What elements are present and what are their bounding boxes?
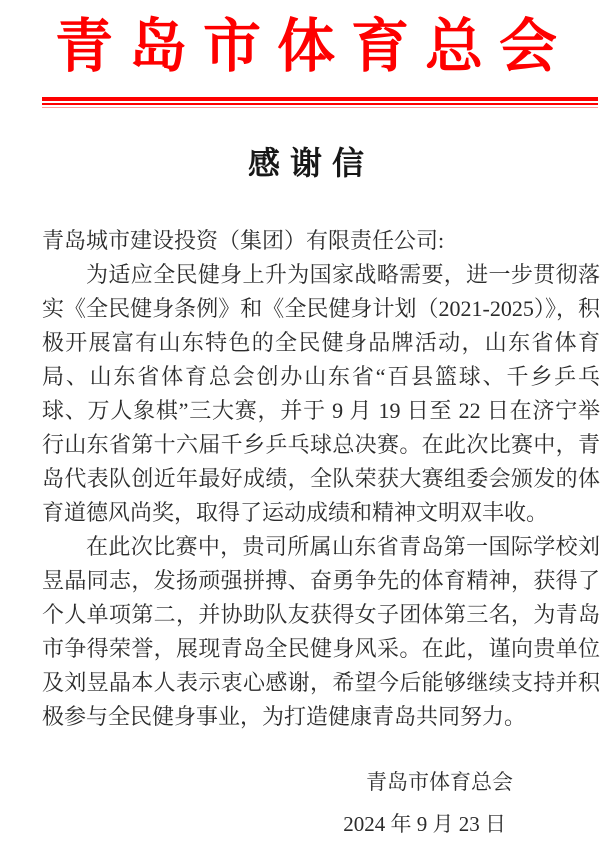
letter-title: 感谢信 <box>247 145 374 181</box>
paragraph-1: 为适应全民健身上升为国家战略需要，进一步贯彻落实《全民健身条例》和《全民健身计划（2021-2025）》，积极开展富有山东特色的全民健身品牌活动，山东省体育局、山东省体育总会创办山东省“百县篮球、千乡乒乓球、万人象棋”三大赛，并于 9 月 19 日至 22 日在济宁举行山东省第十六届千乡乒乓球总决赛。在此次比赛中，青岛代表队创近年最好成绩，全队荣获大赛组委会颁发的体育道德风尚奖，取得了运动成绩和精神文明双丰收。 <box>42 262 600 525</box>
divider-thin-line <box>42 107 598 108</box>
letterhead-divider <box>42 97 598 108</box>
signature-date: 2024 年 9 月 23 日 <box>343 812 506 836</box>
letterhead <box>0 0 612 108</box>
letterhead-org-name: 青岛市体育总会 <box>54 14 573 79</box>
signature-org-name: 青岛市体育总会 <box>366 770 513 794</box>
divider-thick-line <box>42 97 598 101</box>
paragraph-2: 在此次比赛中，贵司所属山东省青岛第一国际学校刘昱晶同志，发扬顽强拼搏、奋勇争先的体育精神，获得了个人单项第二，并协助队友获得女子团体第三名，为青岛市争得荣誉，展现青岛全民健身风采。在此，谨向贵单位及刘昱晶本人表示衷心感谢，希望今后能够继续支持并积极参与全民健身事业，为打造健康青岛共同努力。 <box>42 534 600 729</box>
divider-middle-line <box>42 103 598 105</box>
letter-body <box>0 224 612 734</box>
salutation: 青岛城市建设投资（集团）有限责任公司: <box>42 228 445 253</box>
